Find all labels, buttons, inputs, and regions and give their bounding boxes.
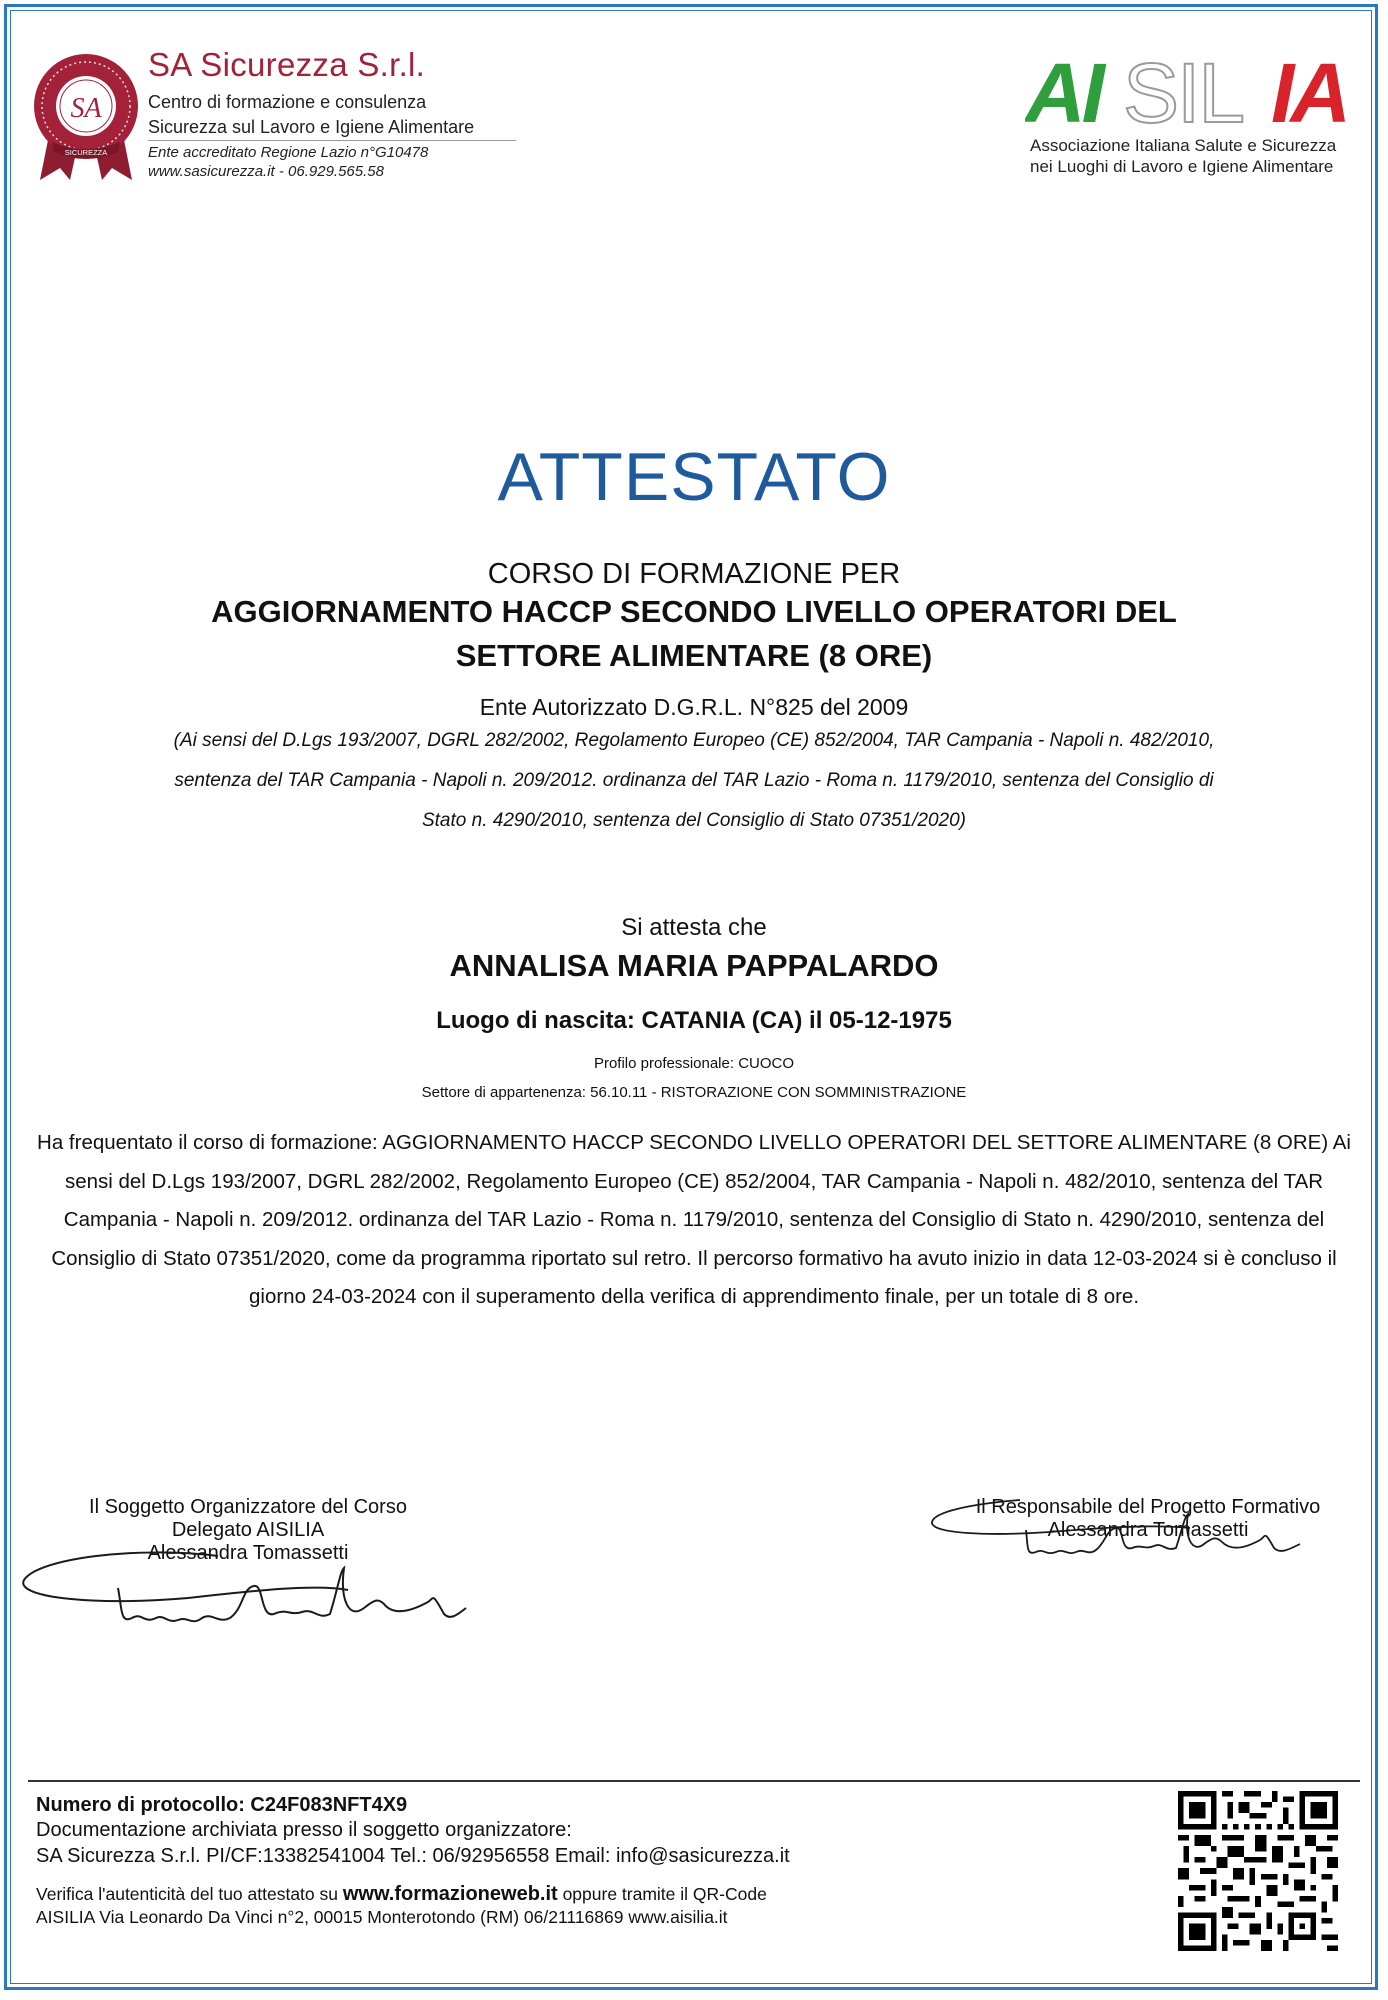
aisilia-logo bbox=[1025, 52, 1370, 132]
verify-site-link[interactable]: www.formazioneweb.it bbox=[342, 1883, 558, 1905]
recipient-birth: Luogo di nascita: CATANIA (CA) il 05-12-1975 bbox=[436, 1007, 952, 1034]
certificate-inner-border bbox=[10, 10, 1372, 1984]
left-signer-delegate: Delegato AISILIA bbox=[171, 1519, 325, 1541]
org-accreditation: Ente accreditato Regione Lazio n°G10478 bbox=[148, 144, 429, 161]
aisilia-address: AISILIA Via Leonardo Da Vinci n°2, 00015 Monterotondo (RM) 06/21116869 www.aisilia.it bbox=[36, 1907, 728, 1927]
verification-qr-code[interactable] bbox=[1178, 1791, 1338, 1951]
certificate-title: ATTESTATO bbox=[497, 439, 891, 515]
svg-text:AI: AI bbox=[1025, 52, 1101, 132]
legal-reference-line-1: (Ai sensi del D.Lgs 193/2007, DGRL 282/2002, Regolamento Europeo (CE) 852/2004, TAR Campania - Napoli n. 482/2010, bbox=[173, 730, 1215, 751]
svg-text:IA: IA bbox=[1271, 52, 1347, 132]
signature-left bbox=[18, 1528, 468, 1638]
org-contact: www.sasicurezza.it - 06.929.565.58 bbox=[148, 163, 384, 180]
verify-prefix: Verifica l'autenticità del tuo attestato su bbox=[36, 1884, 343, 1904]
archive-note: Documentazione archiviata presso il soggetto organizzatore: bbox=[36, 1819, 572, 1841]
aisilia-subtitle-1: Associazione Italiana Salute e Sicurezza bbox=[1030, 136, 1337, 155]
signature-right bbox=[930, 1490, 1350, 1570]
certificate-body-text: Ha frequentato il corso di formazione: AGGIORNAMENTO HACCP SECONDO LIVELLO OPERATORI DEL SETTORE ALIMENTARE (8 ORE) Ai sensi del D.Lgs 193/2007, DGRL 282/2002, Regolamento Europeo (CE) 852/2004, TAR Campania - Napoli n. 482/2010, sentenza del TAR Campania - Napoli n. 209/2012. ordinanza del TAR Lazio - Roma n. 1179/2010, sentenza del Consiglio di Stato n. 4290/2010, sentenza del Consiglio di Stato 07351/2020, come da programma riportato sul retro. Il percorso formativo ha avuto inizio in data 12-03-2024 si è concluso il giorno 24-03-2024 con il superamento della verifica di apprendimento finale, per un totale di 8 ore. bbox=[37, 1131, 1351, 1308]
right-signer-name: Alessandra Tomassetti bbox=[1047, 1519, 1249, 1541]
org-divider bbox=[148, 140, 516, 141]
legal-reference-line-3: Stato n. 4290/2010, sentenza del Consiglio di Stato 07351/2020) bbox=[421, 810, 966, 831]
svg-text:SIL: SIL bbox=[1123, 52, 1244, 132]
org-tagline-1: Centro di formazione e consulenza bbox=[148, 92, 427, 112]
verification-line bbox=[36, 1883, 767, 1906]
course-intro: CORSO DI FORMAZIONE PER bbox=[487, 558, 901, 590]
left-signer-name: Alessandra Tomassetti bbox=[147, 1542, 349, 1564]
aisilia-subtitle-2: nei Luoghi di Lavoro e Igiene Alimentare bbox=[1030, 157, 1334, 176]
verify-suffix: oppure tramite il QR-Code bbox=[557, 1884, 767, 1904]
authorization: Ente Autorizzato D.G.R.L. N°825 del 2009 bbox=[479, 694, 909, 720]
course-name-line-1: AGGIORNAMENTO HACCP SECONDO LIVELLO OPERATORI DEL bbox=[211, 594, 1177, 629]
course-name-line-2: SETTORE ALIMENTARE (8 ORE) bbox=[455, 638, 933, 673]
recipient-name: ANNALISA MARIA PAPPALARDO bbox=[449, 948, 939, 983]
recipient-profile: Profilo professionale: CUOCO bbox=[593, 1055, 795, 1072]
right-signer-role: Il Responsabile del Progetto Formativo bbox=[975, 1496, 1321, 1518]
org-tagline-2: Sicurezza sul Lavoro e Igiene Alimentare bbox=[148, 117, 475, 137]
sa-sicurezza-seal-logo bbox=[30, 52, 142, 182]
left-signer-role: Il Soggetto Organizzatore del Corso bbox=[89, 1496, 407, 1518]
recipient-sector: Settore di appartenenza: 56.10.11 - RISTORAZIONE CON SOMMINISTRAZIONE bbox=[421, 1084, 967, 1101]
seal-ribbon-text: SICUREZZA bbox=[64, 148, 108, 157]
organizer-contact: SA Sicurezza S.r.l. PI/CF:13382541004 Tel.: 06/92956558 Email: info@sasicurezza.it bbox=[36, 1845, 790, 1867]
legal-reference-line-2: sentenza del TAR Campania - Napoli n. 209/2012. ordinanza del TAR Lazio - Roma n. 1179/2010, sentenza del Consiglio di bbox=[174, 770, 1214, 791]
attests-label: Si attesta che bbox=[621, 914, 767, 941]
org-name: SA Sicurezza S.r.l. bbox=[148, 46, 426, 83]
seal-letters: SA bbox=[70, 93, 102, 124]
protocol-number: Numero di protocollo: C24F083NFT4X9 bbox=[36, 1794, 408, 1816]
footer-divider bbox=[28, 1780, 1360, 1782]
